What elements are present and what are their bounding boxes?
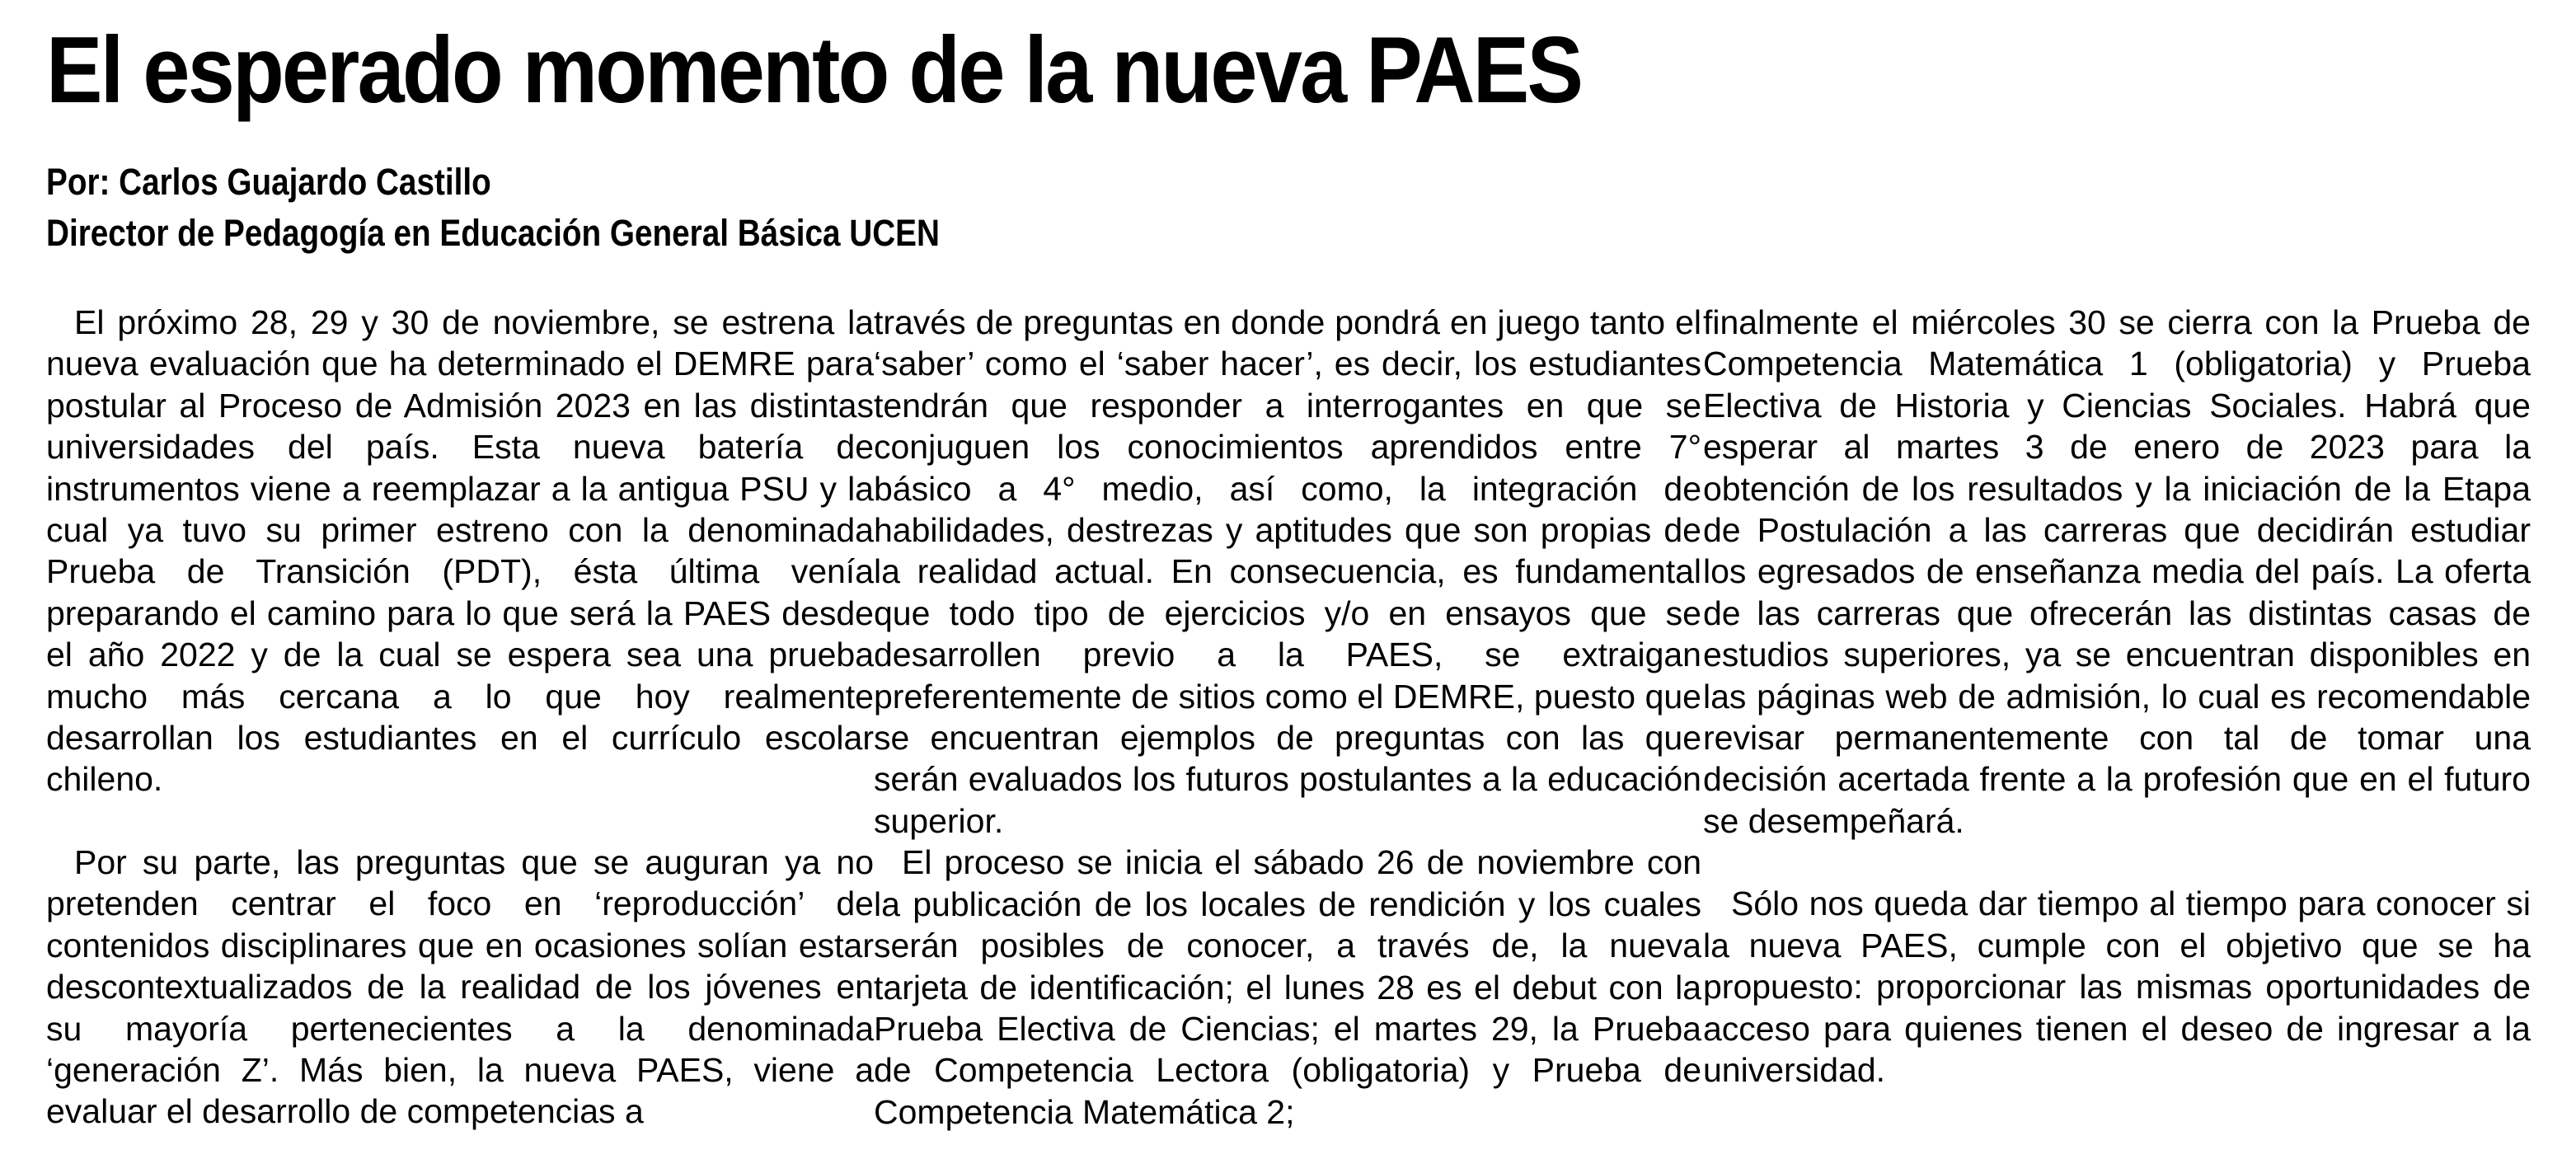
column-1	[46, 302, 874, 1133]
column-2	[874, 302, 1701, 1133]
paragraph: través de preguntas en donde pondrá en juego tanto el ‘saber’ como el ‘saber hacer’, es decir, los estudiantes tendrán que responder a interrogantes en que se conjuguen los conocimientos aprendidos entre 7° básico a 4° medio, así como, la integración de habilidades, destrezas y aptitudes que son propias de la realidad actual. En consecuencia, es fundamental que todo tipo de ejercicios y/o en ensayos que se desarrollen previo a la PAES, se extraigan preferentemente de sitios como el DEMRE, puesto que se encuentran ejemplos de preguntas con las que serán evaluados los futuros postulantes a la educación superior.	[874, 303, 1701, 840]
byline-author: Por: Carlos Guajardo Castillo	[46, 161, 491, 203]
paragraph: El proceso se inicia el sábado 26 de noviembre con la publicación de los locales de rendición y los cuales serán posibles de conocer, a través de, la nueva tarjeta de identificación; el lunes 28 es el debut con la Prueba Electiva de Ciencias; el martes 29, la Prueba de Competencia Lectora (obligatoria) y Prueba de Competencia Matemática 2;	[874, 843, 1701, 1131]
paragraph: finalmente el miércoles 30 se cierra con la Prueba de Competencia Matemática 1 (obligatoria) y Prueba Electiva de Historia y Ciencias Sociales. Habrá que esperar al martes 3 de enero de 2023 para la obtención de los resultados y la iniciación de la Etapa de Postulación a las carreras que decidirán estudiar los egresados de enseñanza media del país. La oferta de las carreras que ofrecerán las distintas casas de estudios superiores, ya se encuentran disponibles en las páginas web de admisión, lo cual es recomendable revisar permanentemente con tal de tomar una decisión acertada frente a la profesión que en el futuro se desempeñará.	[1703, 303, 2531, 840]
column-3	[1703, 302, 2531, 1091]
paragraph: Sólo nos queda dar tiempo al tiempo para conocer si la nueva PAES, cumple con el objetivo que se ha propuesto: proporcionar las mismas oportunidades de acceso para quienes tienen el deseo de ingresar a la universidad.	[1703, 884, 2531, 1089]
paragraph: Por su parte, las preguntas que se auguran ya no pretenden centrar el foco en ‘reproducción’ de contenidos disciplinares que en ocasiones solían estar descontextualizados de la realidad de los jóvenes en su mayoría pertenecientes a la denominada ‘generación Z’. Más bien, la nueva PAES, viene a evaluar el desarrollo de competencias a	[46, 842, 874, 1131]
byline-role: Director de Pedagogía en Educación General Básica UCEN	[46, 212, 940, 254]
paragraph: El próximo 28, 29 y 30 de noviembre, se estrena la nueva evaluación que ha determinado el DEMRE para postular al Proceso de Admisión 2023 en las distintas universidades del país. Esta nueva batería de instrumentos viene a reemplazar a la antigua PSU y la cual ya tuvo su primer estreno con la denominada Prueba de Transición (PDT), ésta última venía preparando el camino para lo que será la PAES desde el año 2022 y de la cual se espera sea una prueba mucho más cercana a lo que hoy realmente desarrollan los estudiantes en el currículo escolar chileno.	[46, 303, 874, 799]
byline	[46, 157, 940, 259]
article-title: El esperado momento de la nueva PAES	[46, 18, 1582, 123]
